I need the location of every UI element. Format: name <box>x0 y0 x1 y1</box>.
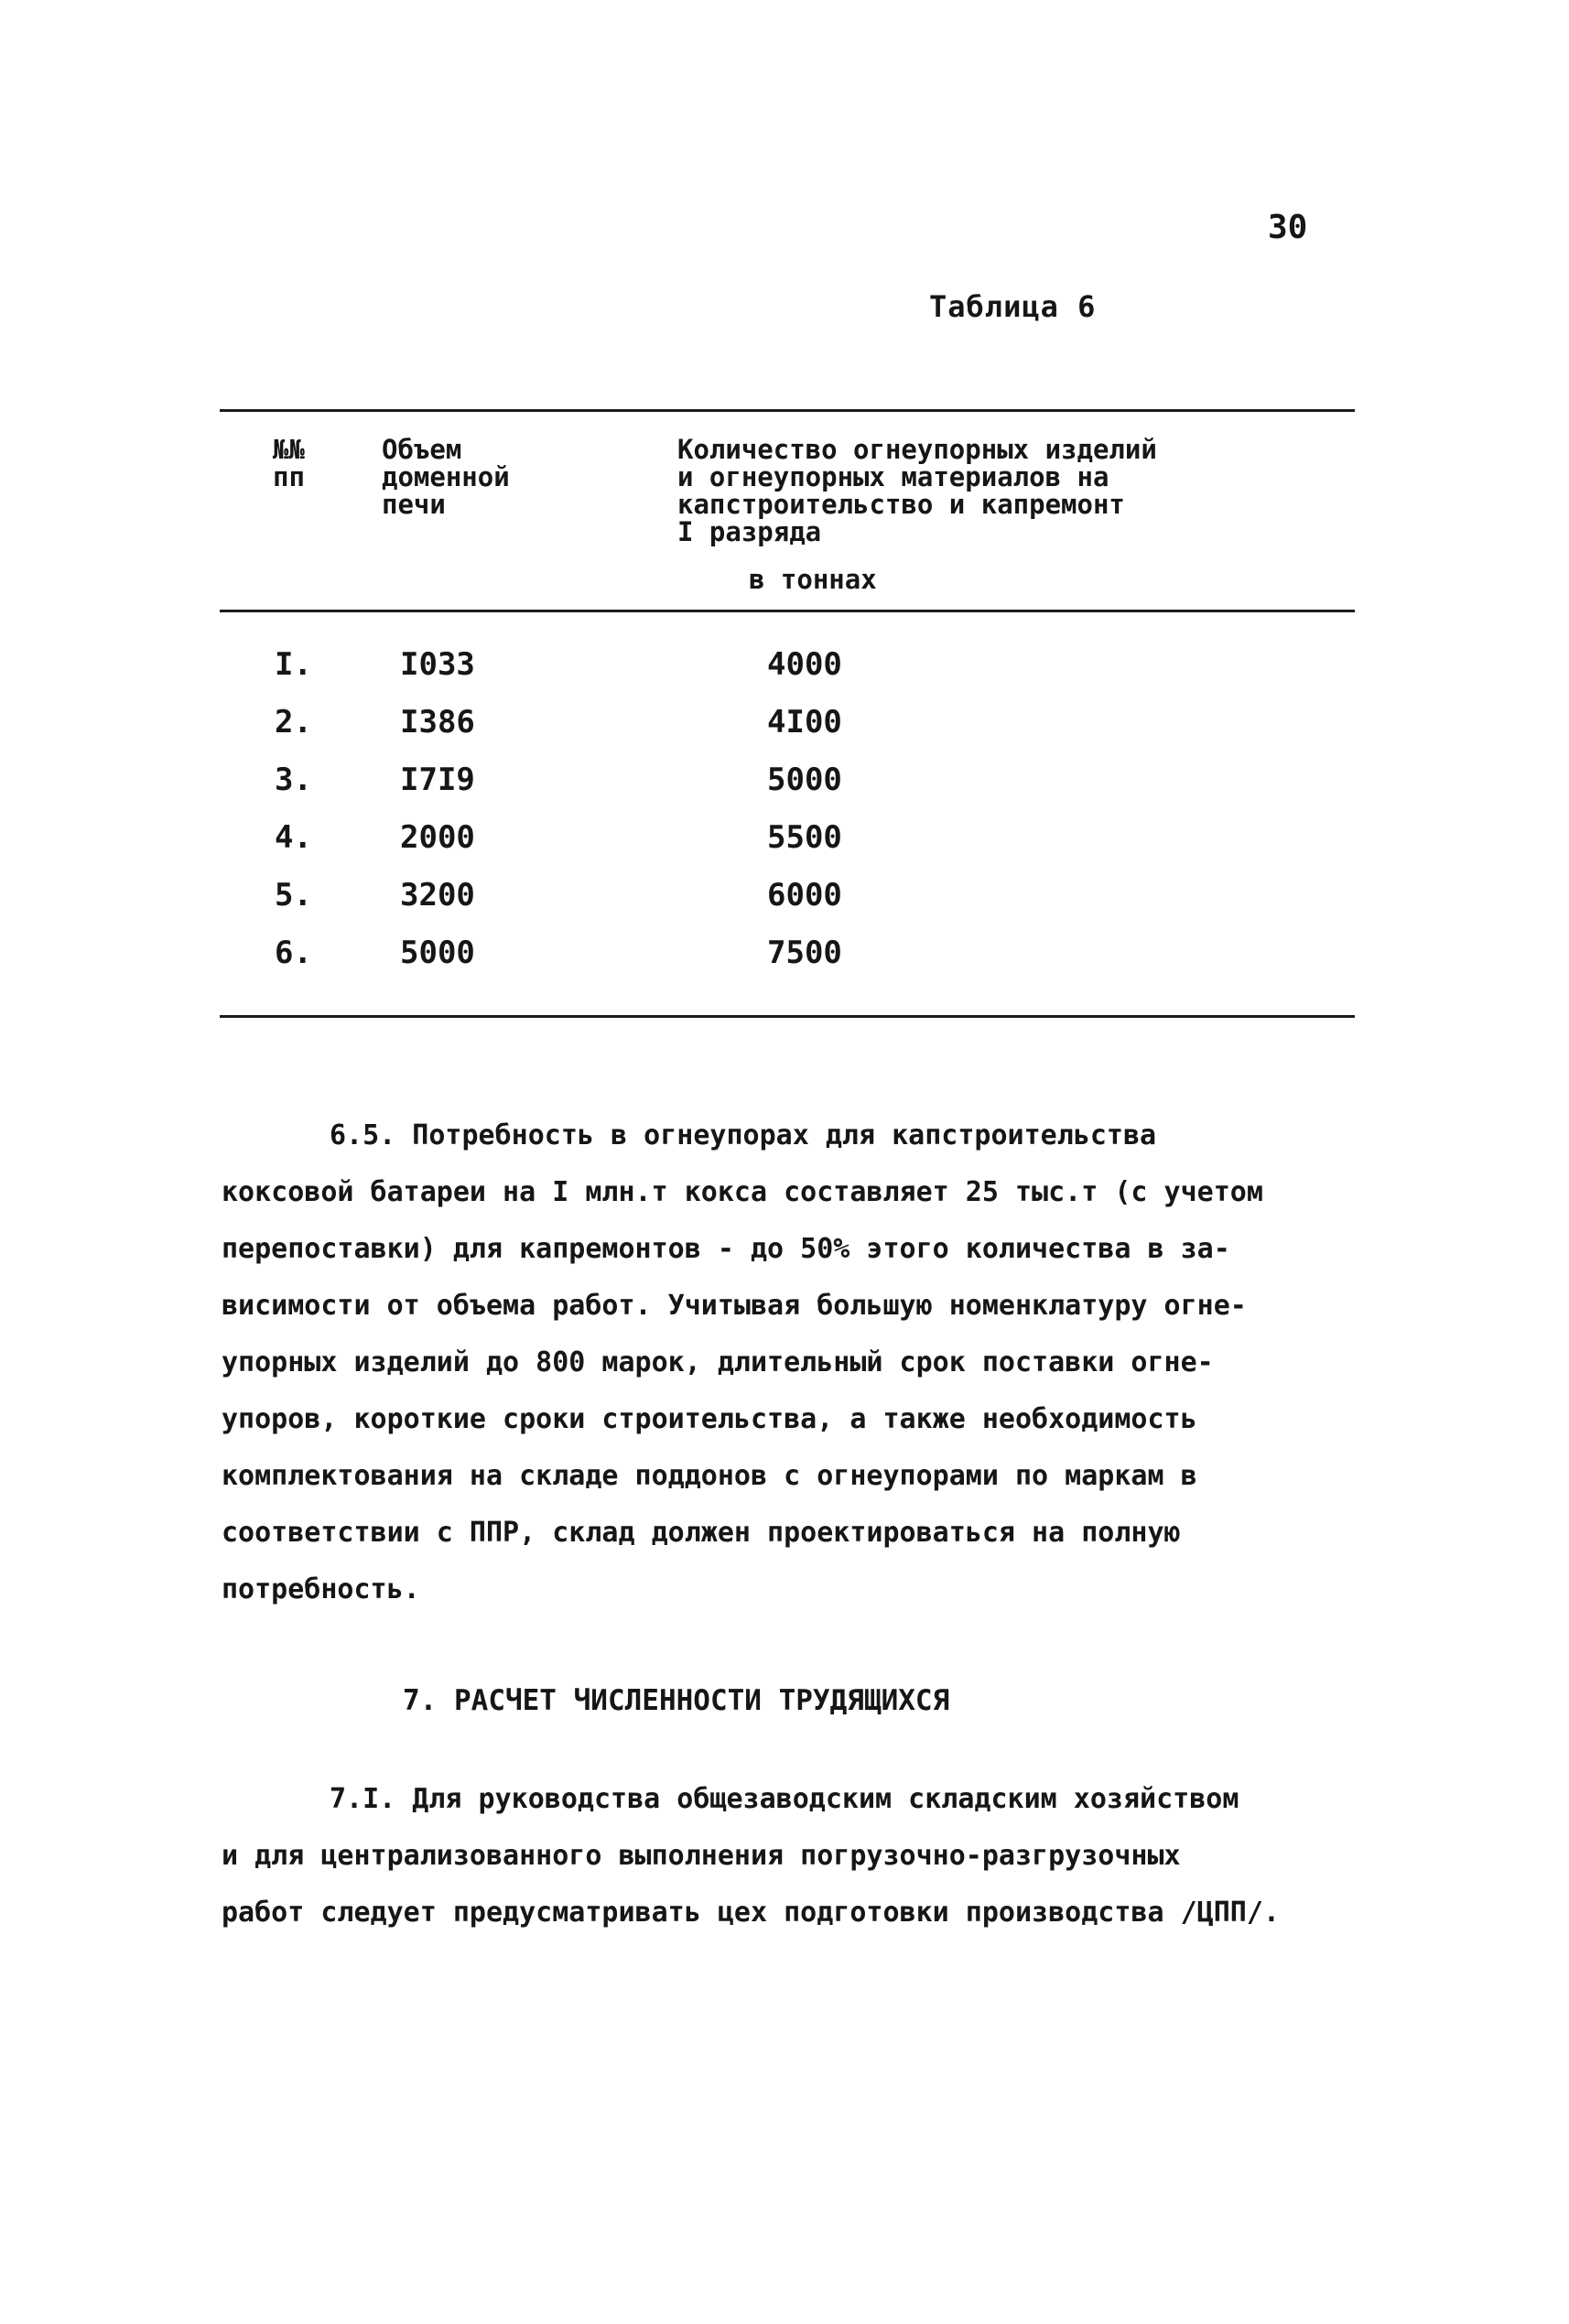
paragraph-line: работ следует предусматривать цех подготовки производства /ЦПП/. <box>222 1897 1280 1929</box>
header-volume-line-3: печи <box>382 489 446 520</box>
header-quantity-line-3: капстроительство и капремонт <box>677 489 1125 520</box>
header-num-line-1: №№ <box>273 434 305 465</box>
header-num <box>273 436 305 491</box>
header-unit: в тоннах <box>749 564 877 595</box>
paragraph-line: соответствии с ППР, склад должен проектироваться на полную <box>222 1517 1181 1549</box>
header-volume-line-2: доменной <box>382 461 510 492</box>
paragraph-line: перепоставки) для капремонтов - до 50% этого количества в за- <box>222 1233 1230 1265</box>
header-volume-line-1: Объем <box>382 434 462 465</box>
page-number: 30 <box>1268 209 1308 246</box>
row-num: I. <box>275 646 312 683</box>
row-quantity: 4000 <box>767 646 842 683</box>
row-volume: I386 <box>400 704 475 740</box>
header-volume <box>382 436 510 518</box>
row-num: 5. <box>275 877 312 913</box>
paragraph-line: коксовой батареи на I млн.т кокса составляет 25 тыс.т (с учетом <box>222 1176 1263 1208</box>
header-quantity-line-1: Количество огнеупорных изделий <box>677 434 1157 465</box>
paragraph-line: 7.I. Для руководства общезаводским складским хозяйством <box>330 1783 1239 1815</box>
row-quantity: 4I00 <box>767 704 842 740</box>
header-bottom-rule <box>220 610 1355 612</box>
row-quantity: 5000 <box>767 762 842 798</box>
row-num: 4. <box>275 819 312 856</box>
table-caption: Таблица 6 <box>929 289 1097 324</box>
row-quantity: 7500 <box>767 935 842 971</box>
row-num: 6. <box>275 935 312 971</box>
paragraph-line: потребность. <box>222 1573 420 1605</box>
header-num-line-2: пп <box>273 461 305 492</box>
row-num: 3. <box>275 762 312 798</box>
header-quantity-line-4: I разряда <box>677 516 822 547</box>
paragraph-line: и для централизованного выполнения погрузочно-разгрузочных <box>222 1840 1181 1872</box>
row-volume: 3200 <box>400 877 475 913</box>
table-bottom-rule <box>220 1015 1355 1018</box>
paragraph-line: висимости от объема работ. Учитывая большую номенклатуру огне- <box>222 1290 1247 1322</box>
row-volume: 5000 <box>400 935 475 971</box>
row-volume: I033 <box>400 646 475 683</box>
row-volume: I7I9 <box>400 762 475 798</box>
row-quantity: 5500 <box>767 819 842 856</box>
section-heading: 7. РАСЧЕТ ЧИСЛЕННОСТИ ТРУДЯЩИХСЯ <box>403 1684 950 1717</box>
table-top-rule <box>220 409 1355 412</box>
header-quantity <box>677 436 1157 546</box>
header-quantity-line-2: и огнеупорных материалов на <box>677 461 1109 492</box>
row-volume: 2000 <box>400 819 475 856</box>
paragraph-line: упорных изделий до 800 марок, длительный срок поставки огне- <box>222 1346 1214 1378</box>
paragraph-line: 6.5. Потребность в огнеупорах для капстроительства <box>330 1119 1157 1151</box>
row-quantity: 6000 <box>767 877 842 913</box>
paragraph-line: упоров, короткие сроки строительства, а также необходимость <box>222 1403 1197 1435</box>
paragraph-line: комплектования на складе поддонов с огнеупорами по маркам в <box>222 1460 1197 1492</box>
row-num: 2. <box>275 704 312 740</box>
